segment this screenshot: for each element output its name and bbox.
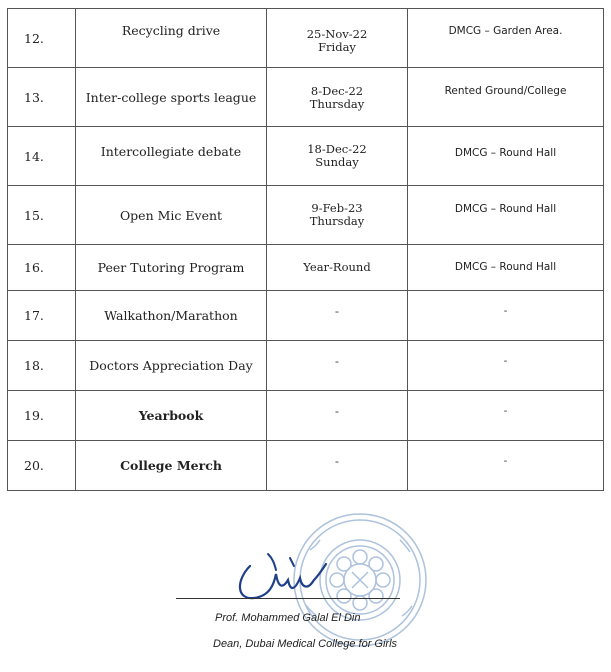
row-number: 16. — [8, 245, 76, 291]
table-row — [8, 68, 604, 127]
signature-line — [176, 598, 400, 599]
event-name: College Merch — [76, 441, 267, 491]
event-name: Doctors Appreciation Day — [76, 341, 267, 391]
table-row — [8, 245, 604, 291]
row-number: 13. — [8, 68, 76, 127]
event-venue: - — [408, 291, 604, 341]
event-date: 25-Nov-22 Friday — [267, 9, 408, 68]
signer-name: Prof. Mohammed Galal El Din — [215, 612, 361, 624]
event-name: Peer Tutoring Program — [76, 245, 267, 291]
event-name: Intercollegiate debate — [76, 127, 267, 186]
event-date: 8-Dec-22 Thursday — [267, 68, 408, 127]
event-date: 18-Dec-22 Sunday — [267, 127, 408, 186]
event-name: Yearbook — [76, 391, 267, 441]
row-number: 20. — [8, 441, 76, 491]
event-venue: - — [408, 441, 604, 491]
row-number: 12. — [8, 9, 76, 68]
handwritten-signature — [230, 540, 340, 610]
event-venue: - — [408, 391, 604, 441]
event-date: - — [267, 291, 408, 341]
events-table — [7, 8, 604, 491]
row-number: 18. — [8, 341, 76, 391]
event-name: Walkathon/Marathon — [76, 291, 267, 341]
event-date: - — [267, 391, 408, 441]
event-venue: DMCG – Round Hall — [408, 127, 604, 186]
row-number: 14. — [8, 127, 76, 186]
event-name: Recycling drive — [76, 9, 267, 68]
table-row — [8, 341, 604, 391]
event-date: 9-Feb-23 Thursday — [267, 186, 408, 245]
row-number: 15. — [8, 186, 76, 245]
row-number: 19. — [8, 391, 76, 441]
table-row — [8, 127, 604, 186]
table-row — [8, 391, 604, 441]
event-date: - — [267, 341, 408, 391]
signature-block — [0, 500, 611, 672]
event-venue: DMCG – Round Hall — [408, 186, 604, 245]
row-number: 17. — [8, 291, 76, 341]
event-venue: Rented Ground/College — [408, 68, 604, 127]
table-row — [8, 9, 604, 68]
table-row — [8, 441, 604, 491]
event-date: - — [267, 441, 408, 491]
event-venue: - — [408, 341, 604, 391]
event-name: Inter-college sports league — [76, 68, 267, 127]
event-venue: DMCG – Round Hall — [408, 245, 604, 291]
table-row — [8, 291, 604, 341]
table-row — [8, 186, 604, 245]
signer-title: Dean, Dubai Medical College for Girls — [213, 638, 398, 650]
event-date: Year-Round — [267, 245, 408, 291]
event-venue: DMCG – Garden Area. — [408, 9, 604, 68]
event-name: Open Mic Event — [76, 186, 267, 245]
